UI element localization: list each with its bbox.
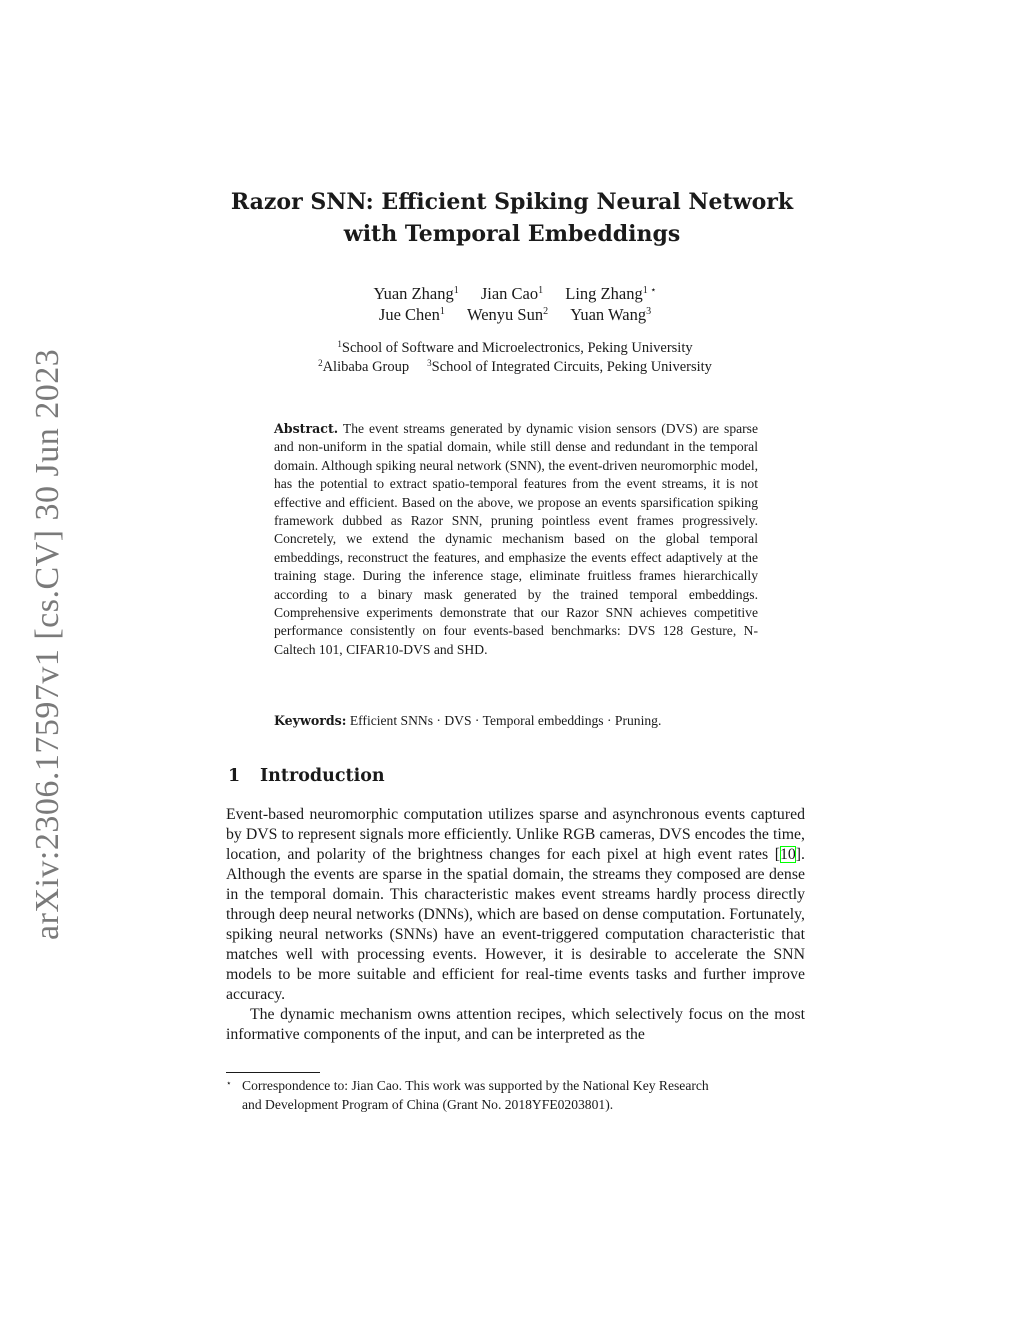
author-list: [0, 283, 1024, 325]
keywords-label: Keywords:: [274, 713, 347, 728]
author-name: Jue Chen$^1$: [378, 305, 445, 324]
affiliations: [0, 339, 1024, 377]
body-text: [226, 805, 805, 1045]
citation-link[interactable]: 10: [779, 846, 796, 863]
abstract: [274, 420, 758, 659]
author-name: Yuan Zhang$^1$: [373, 284, 459, 303]
affiliation-line-2: $^2$Alibaba Group $^3$School of Integrated Circuits, Peking University: [318, 358, 712, 375]
title-line-1: Razor SNN: Efficient Spiking Neural Network: [230, 189, 794, 215]
keywords-text: Efficient SNNs · DVS · Temporal embeddings · Pruning.: [349, 713, 662, 728]
author-row-1: [0, 283, 1024, 304]
footnote-divider: [226, 1072, 320, 1073]
author-name: Wenyu Sun$^2$: [466, 305, 549, 324]
paper-title: [0, 186, 1024, 250]
section-heading: [228, 764, 385, 788]
section-number: 1: [228, 766, 241, 786]
author-name: Yuan Wang$^3$: [570, 305, 652, 324]
author-name: Jian Cao$^1$: [480, 284, 544, 303]
affiliation-line-1: $^1$School of Software and Microelectronics, Peking University: [337, 339, 693, 356]
footnote: [226, 1077, 805, 1114]
footnote-line-1: ⋆ Correspondence to: Jian Cao. This work was supported by the National Key Research: [226, 1078, 709, 1093]
abstract-text: The event streams generated by dynamic vision sensors (DVS) are sparse and non-uniform in the spatial domain, while still dense and redundant in the temporal domain. Although spiking neural network (SNN), the event-driven neuromorphic model, has the potential to extract spatio-temporal features from the event streams, it is not effective and efficient. Based on the above, we propose an events sparsification spiking framework dubbed as Razor SNN, pruning pointless event frames progressively. Concretely, we extend the dynamic mechanism based on the global temporal embeddings, reconstruct the features, and emphasize the events effect adaptively at the training stage. During the inference stage, eliminate fruitless frames hierarchically according to a binary mask generated by the trained temporal embeddings. Comprehensive experiments demonstrate that our Razor SNN achieves competitive performance consistently on four events-based benchmarks: DVS 128 Gesture, N-Caltech 101, CIFAR10-DVS and SHD.: [274, 421, 758, 657]
paragraph: The dynamic mechanism owns attention recipes, which selectively focus on the most informative components of the input, and can be interpreted as the: [226, 1006, 805, 1043]
author-row-2: [0, 304, 1024, 325]
footnote-line-2: and Development Program of China (Grant No. 2018YFE0203801).: [242, 1096, 614, 1112]
section-title: Introduction: [260, 766, 385, 786]
arxiv-identifier-stamp: arXiv:2306.17597v1 [cs.CV] 30 Jun 2023: [29, 348, 66, 940]
author-name: Ling Zhang$^{1 ⋆}$: [565, 284, 657, 303]
abstract-label: Abstract.: [274, 421, 339, 436]
keywords: [274, 712, 758, 730]
paragraph: Event-based neuromorphic computation utilizes sparse and asynchronous events captured by DVS to represent signals more efficiently. Unlike RGB cameras, DVS encodes the time, location, and polarity of the brightness changes for each pixel at high event rates [10]. Although the events are sparse in the spatial domain, the streams they composed are dense in the temporal domain. This characteristic makes event streams hardly process directly through deep neural networks (DNNs), which are based on dense computation. Fortunately, spiking neural networks (SNNs) have an event-triggered computation characteristic that matches well with processing events. However, it is desirable to accelerate the SNN models to be more suitable and efficient for real-time events tasks and further improve accuracy.: [226, 806, 805, 1003]
title-line-2: with Temporal Embeddings: [343, 221, 681, 247]
